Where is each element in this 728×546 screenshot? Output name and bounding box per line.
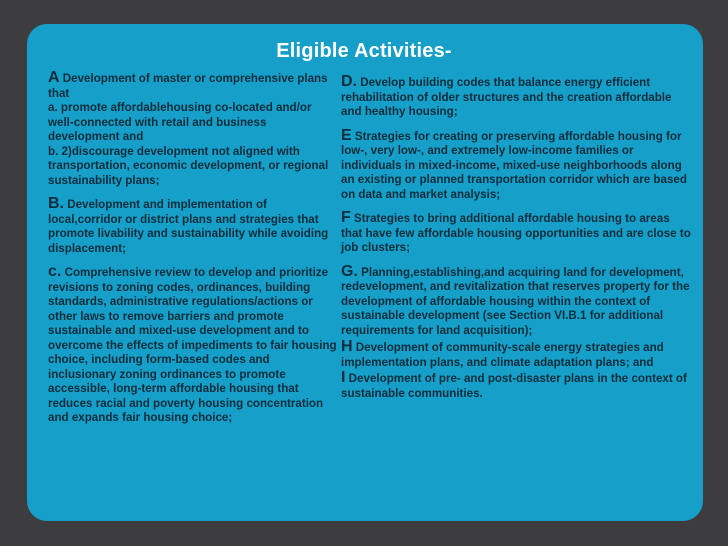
activity-letter: I [341, 369, 346, 386]
activity-h [341, 340, 693, 370]
slide-title: Eligible Activities- [276, 40, 452, 62]
activity-d [341, 75, 693, 120]
activity-text: Develop building codes that balance energy efficient rehabilitation of older structures and the creation affordable and healthy housing; [341, 76, 672, 118]
activity-e [341, 126, 693, 203]
activity-b [48, 197, 338, 256]
activity-a [48, 71, 338, 188]
activity-g [341, 262, 693, 339]
activity-letter: D. [341, 73, 357, 90]
activity-text: Strategies for creating or preserving affordable housing for low-, very low-, and extremely low-income families or individuals in mixed-income, mixed-use neighborhoods along an existing or planned transportation corridor which are based on data and market analysis; [341, 129, 687, 201]
activity-text: Development of community-scale energy strategies and implementation plans, and climate adaptation plans; and [341, 341, 664, 369]
activity-letter: B. [48, 195, 64, 212]
activity-text: Development of master or comprehensive plans that a. promote affordablehousing co-located and/or well-connected with retail and business development and b. 2)discourage development not aligned with transportation, economic development, or regional sustainability plans; [48, 72, 329, 187]
activity-text: Planning,establishing,and acquiring land for development, redevelopment, and revitalization that reserves property for the development of affordable housing within the context of sustainable development (see Section VI.B.1 for additional requirements for land acquisition); [341, 265, 690, 337]
activity-letter: A [48, 69, 60, 86]
activity-text: Development of pre- and post-disaster plans in the context of sustainable communities. [341, 372, 687, 400]
left-column [48, 71, 338, 426]
activity-text: Strategies to bring additional affordable housing to areas that have few affordable housing opportunities and are close to job clusters; [341, 212, 691, 254]
activity-letter: H [341, 338, 353, 355]
activity-i [341, 371, 693, 401]
activity-f [341, 211, 693, 256]
activity-letter: c. [48, 263, 62, 280]
activity-c [48, 265, 338, 426]
activity-text: Comprehensive review to develop and prioritize revisions to zoning codes, ordinances, building standards, administrative regulations/actions or other laws to remove barriers and promote sustainable and mixed-use development and to overcome the effects of impediments to fair housing choice, including form-based codes and inclusionary zoning ordinances to promote accessible, long-term affordable housing that reduces racial and poverty housing concentration and expands fair housing choice; [48, 266, 337, 424]
activity-letter: F [341, 209, 351, 226]
right-column [341, 71, 693, 401]
activity-letter: E [341, 126, 352, 144]
activity-letter: G. [341, 262, 358, 280]
activity-text: Development and implementation of local,corridor or district plans and strategies that promote livability and sustainability while avoiding displacement; [48, 198, 329, 255]
